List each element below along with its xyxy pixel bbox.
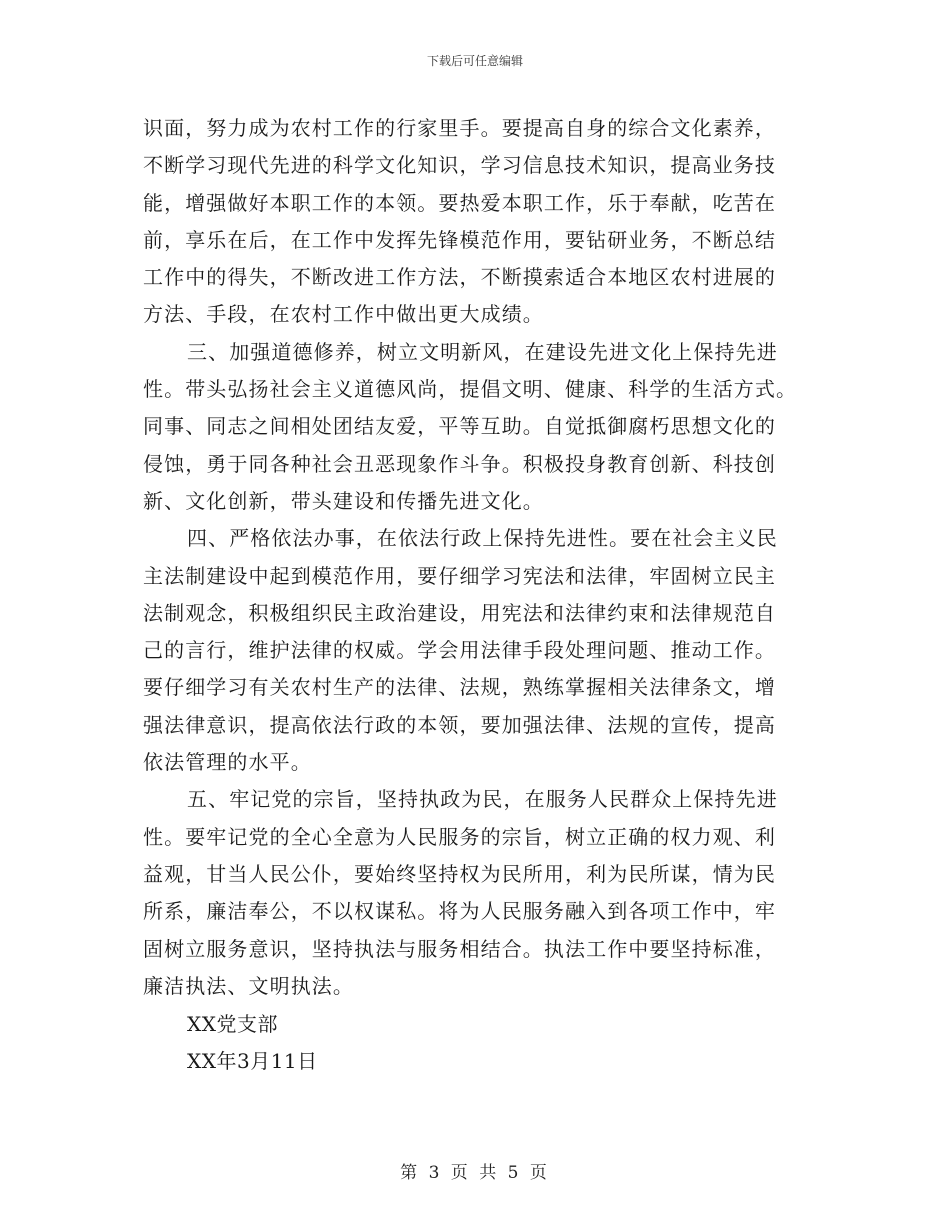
paragraph-3 <box>143 520 803 781</box>
text-line: 不断学习现代先进的科学文化知识，学习信息技术知识，提高业务技 <box>143 153 776 178</box>
paragraph-2 <box>143 334 803 520</box>
paragraph-1 <box>143 110 803 334</box>
signature-date: XX年3月11日 <box>187 1049 318 1073</box>
paragraph-4 <box>143 781 803 1005</box>
text-line: 三、加强道德修养，树立文明新风，在建设先进文化上保持先进 <box>187 339 778 364</box>
page-header: 下载后可任意编辑 <box>426 54 523 68</box>
text-line: 五、牢记党的宗旨，坚持执政为民，在服务人民群众上保持先进 <box>187 787 778 812</box>
text-line: 要仔细学习有关农村生产的法律、法规，熟练掌握相关法律条文，增 <box>143 675 776 700</box>
text-line: 强法律意识，提高依法行政的本领，要加强法律、法规的宣传，提高 <box>143 712 776 737</box>
text-line: 能，增强做好本职工作的本领。要热爱本职工作，乐于奉献，吃苦在 <box>143 190 776 215</box>
text-line: 前，享乐在后，在工作中发挥先锋模范作用，要钻研业务，不断总结 <box>143 227 776 252</box>
text-line: 己的言行，维护法律的权威。学会用法律手段处理问题、推动工作。 <box>143 638 776 663</box>
text-line: 工作中的得失，不断改进工作方法，不断摸索适合本地区农村进展的 <box>143 265 776 290</box>
text-line: 性。要牢记党的全心全意为人民服务的宗旨，树立正确的权力观、利 <box>143 824 776 849</box>
text-line: 新、文化创新，带头建设和传播先进文化。 <box>143 488 544 513</box>
text-line: 识面，努力成为农村工作的行家里手。要提高自身的综合文化素养， <box>143 116 776 140</box>
text-line: 性。带头弘扬社会主义道德风尚，提倡文明、健康、科学的生活方式。 <box>143 377 798 402</box>
signature-org: XX党支部 <box>187 1012 278 1036</box>
text-line: 益观，甘当人民公仆，要始终坚持权为民所用，利为民所谋，情为民 <box>143 861 776 886</box>
text-line: 法制观念，积极组织民主政治建设，用宪法和法律约束和法律规范自 <box>143 600 776 625</box>
text-line: 同事、同志之间相处团结友爱，平等互助。自觉抵御腐朽思想文化的 <box>143 414 776 439</box>
text-line: 主法制建设中起到模范作用，要仔细学习宪法和法律，牢固树立民主 <box>143 563 776 588</box>
text-line: 侵蚀，勇于同各种社会丑恶现象作斗争。积极投身教育创新、科技创 <box>143 451 776 476</box>
text-line: 四、严格依法办事，在依法行政上保持先进性。要在社会主义民 <box>187 526 778 551</box>
text-line: 廉洁执法、文明执法。 <box>143 973 354 998</box>
text-line: 固树立服务意识，坚持执法与服务相结合。执法工作中要坚持标准， <box>143 936 776 961</box>
text-line: 依法管理的水平。 <box>143 750 312 775</box>
text-line: 所系，廉洁奉公，不以权谋私。将为人民服务融入到各项工作中，牢 <box>143 899 776 924</box>
document-body <box>143 110 803 1005</box>
text-line: 方法、手段，在农村工作中做出更大成绩。 <box>143 302 544 327</box>
page-number: 第 3 页 共 5 页 <box>400 1163 550 1183</box>
